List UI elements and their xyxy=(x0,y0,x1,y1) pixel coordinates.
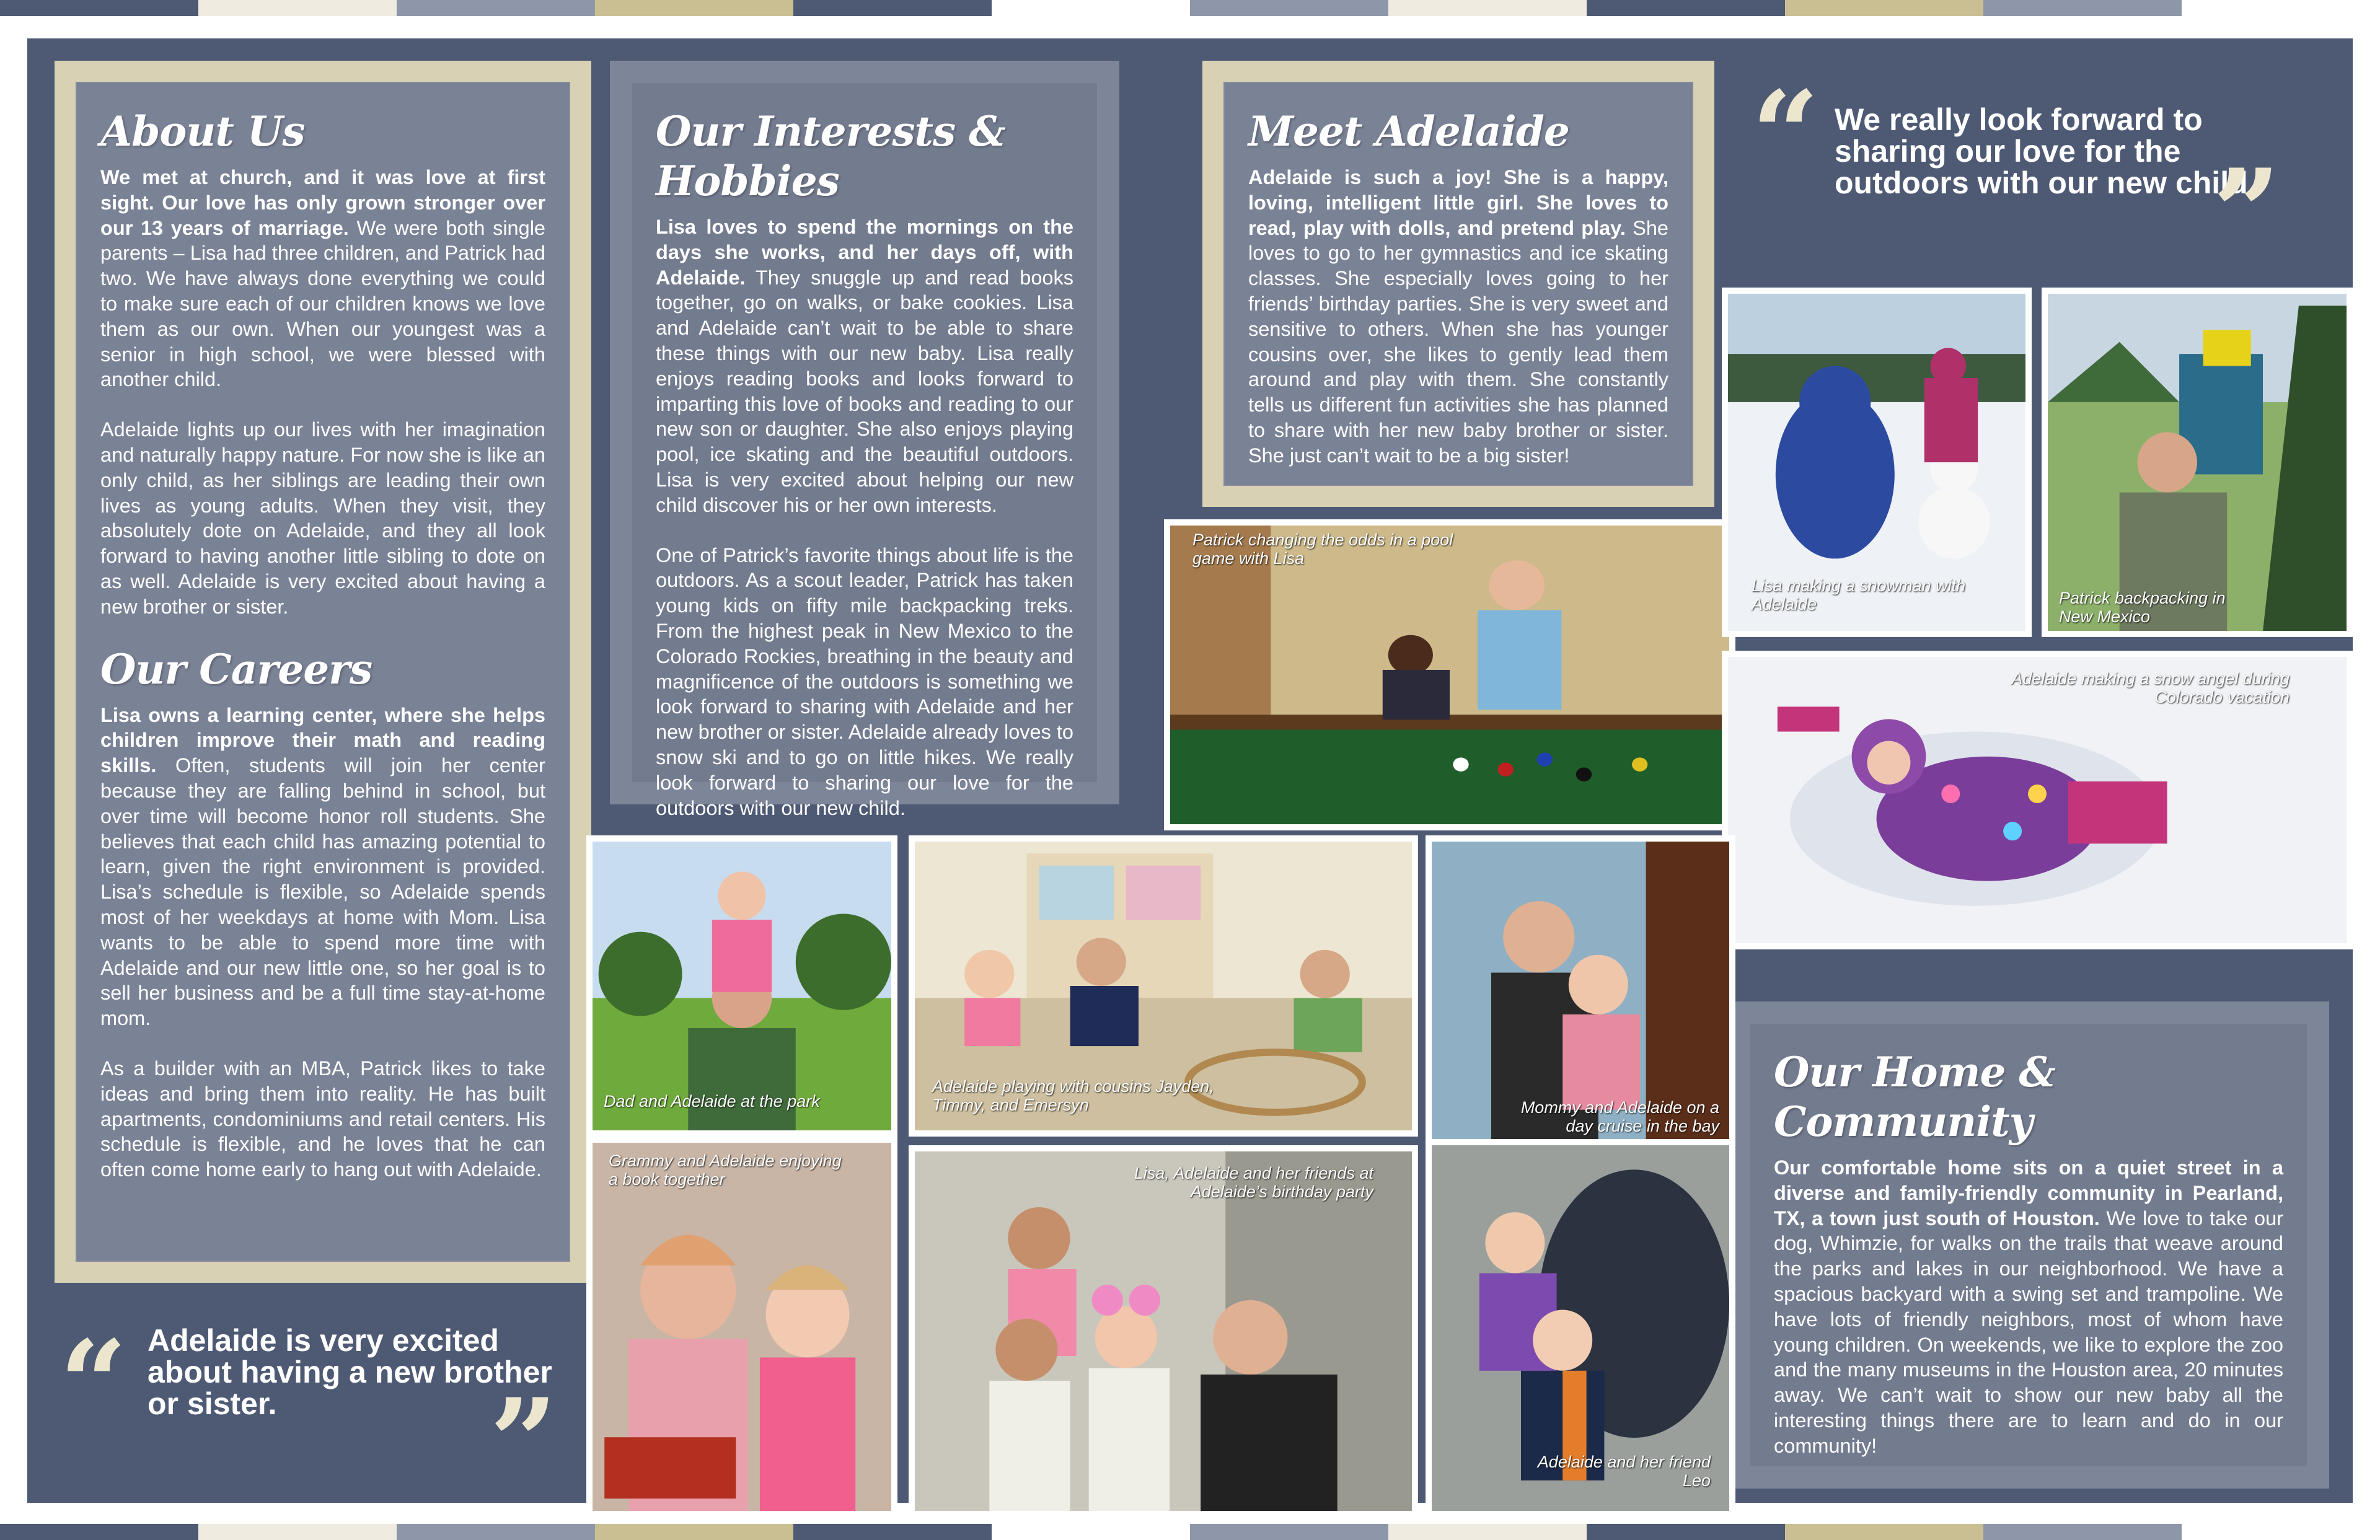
photo-park xyxy=(586,835,897,1137)
meet-adelaide-body: She loves to go to her gymnastics and ice skating classes. She especially loves going to her friends’ birthday parties. She is very sweet and sensitive to others. When she has younger cousins over, she likes to gently lead them around and play with them. She constantly tells us different fun activities she has planned to share with her new baby brother or sister. She just can’t wait to be a big sister! xyxy=(1248,216,1668,467)
stripe-segment xyxy=(1983,0,2182,16)
meet-adelaide-paragraph xyxy=(1248,165,1668,469)
stripe-segment xyxy=(397,1524,595,1540)
stripe-segment xyxy=(397,0,595,16)
careers-title: Our Careers xyxy=(100,645,372,693)
caption-snow-angel: Adelaide making a snow angel during Colorado vacation xyxy=(2011,669,2290,706)
interests-body: They snuggle up and read books together, go on walks, or bake cookies. Lisa and Adelaide can’t wait to be able to share these things with our new baby. Lisa really enjoys reading books and looks forward to imparting this love of books and reading to our new son or daughter. She also enjoys playing pool, ice skating and the beautiful outdoors. Lisa is very excited about helping our new child discover his or her own interests. xyxy=(656,266,1073,516)
quote-top-close-mark: ” xyxy=(2213,143,2281,281)
stripe-segment xyxy=(595,1524,793,1540)
meet-adelaide-title: Meet Adelaide xyxy=(1248,107,1569,156)
about-us-title: About Us xyxy=(100,107,305,156)
stripe-segment xyxy=(2182,1524,2380,1540)
careers-paragraph-1 xyxy=(100,703,545,1031)
home-community-panel xyxy=(1749,1023,2308,1467)
meet-adelaide-lead: Adelaide is such a joy! She is a happy, loving, intelligent little girl. She loves to read, play with dolls, and pretend play. xyxy=(1248,166,1668,239)
stripe-segment xyxy=(2182,0,2380,16)
about-us-paragraph-1 xyxy=(100,165,545,392)
home-community-body: We love to take our dog, Whimzie, for walks on the trails that weave around the parks and lakes in our neighborhood. We have a spacious backyard with a swing set and trampoline. We have lots of friendly neighbors, most of whom have young children. On weekends, we like to explore the zoo and the many museums in the Houston area, 20 minutes away. We can’t wait to show our new baby all the interesting things there are to learn and do in our community! xyxy=(1774,1207,2283,1457)
home-community-paragraph xyxy=(1774,1155,2283,1459)
photo-backpacking xyxy=(2042,288,2353,637)
photo-grammy xyxy=(586,1137,897,1517)
stripe-segment xyxy=(992,1524,1190,1540)
stripe-segment xyxy=(0,1524,198,1540)
meet-adelaide-panel xyxy=(1223,82,1693,486)
about-us-lead: We met at church, and it was love at first sight. Our love has only grown stronger over our 13 years of marriage. xyxy=(100,166,545,239)
stripe-segment xyxy=(1587,1524,1785,1540)
quote-bottom-close-mark: ” xyxy=(490,1373,558,1511)
interests-title: Our Interests & Hobbies xyxy=(656,107,1005,205)
stripe-segment xyxy=(595,0,793,16)
photo-cousins xyxy=(909,835,1418,1137)
stripe-segment xyxy=(1190,0,1388,16)
photo-birthday-party xyxy=(909,1145,1418,1517)
caption-grammy: Grammy and Adelaide enjoying a book together xyxy=(609,1151,842,1189)
photo-cruise xyxy=(1426,835,1735,1158)
about-us-paragraph-2: Adelaide lights up our lives with her imagination and naturally happy nature. For now she is like an only child, as her siblings are leading their own lives as young adults. When they visit, they absolutely dote on Adelaide, and they all look forward to having another little sibling to dote on as well. Adelaide is very excited about having a new brother or sister. xyxy=(100,418,545,618)
about-careers-panel xyxy=(76,82,570,1262)
bottom-decorative-stripe xyxy=(0,1524,2380,1540)
stripe-segment xyxy=(0,0,198,16)
stripe-segment xyxy=(1587,0,1785,16)
about-us-body: We were both single parents – Lisa had three children, and Patrick had two. We have always done everything we could to make sure each of our children knows we love them as our own. When our youngest was a senior in high school, we were blessed with another child. xyxy=(100,216,545,391)
stripe-segment xyxy=(1388,1524,1587,1540)
careers-body: Often, students will join her center because they are falling behind in school, but over time will become honor roll students. She believes that each child has amazing potential to learn, given the right environment is provided. Lisa’s schedule is flexible, so Adelaide spends most of her weekdays at home with Mom. Lisa wants to be able to spend more time with Adelaide and our new little one, so her goal is to sell her business and be a full time stay-at-home mom. xyxy=(100,754,545,1030)
about-careers-frame xyxy=(55,61,591,1283)
brochure-spread xyxy=(27,38,2353,1511)
photo-pool-game xyxy=(1164,519,1735,830)
quote-bottom-open-mark: “ xyxy=(60,1314,128,1453)
stripe-segment xyxy=(1785,0,1983,16)
stripe-segment xyxy=(198,0,397,16)
home-community-title: Our Home & Community xyxy=(1774,1048,2055,1146)
interests-frame xyxy=(610,61,1119,819)
interests-lead: Lisa loves to spend the mornings on the days she works, and her days off, with Adelaide. xyxy=(656,216,1073,289)
caption-backpacking: Patrick backpacking in New Mexico xyxy=(2059,589,2226,626)
caption-park: Dad and Adelaide at the park xyxy=(604,1092,820,1111)
stripe-segment xyxy=(1983,1524,2182,1540)
stripe-segment xyxy=(1190,1524,1388,1540)
caption-leo: Adelaide and her friend Leo xyxy=(1537,1453,1711,1490)
photo-snow-angel xyxy=(1722,651,2353,949)
quote-bottom: Adelaide is very excited about having a new brother or sister. xyxy=(148,1323,552,1421)
photo-snowman xyxy=(1722,288,2032,637)
quote-top-open-mark: “ xyxy=(1752,65,1820,203)
caption-pool: Patrick changing the odds in a pool game with Lisa xyxy=(1192,530,1453,568)
careers-paragraph-2: As a builder with an MBA, Patrick likes to take ideas and bring them into reality. He has built apartments, condominiums and retail centers. His schedule is flexible, and he loves that he can often come home early to hang out with Adelaide. xyxy=(100,1057,545,1181)
interests-panel xyxy=(631,82,1098,819)
quote-top: We really look forward to sharing our love for the outdoors with our new child. xyxy=(1835,102,2257,200)
careers-lead: Lisa owns a learning center, where she helps children improve their math and reading skills. xyxy=(100,703,545,777)
stripe-segment xyxy=(793,0,992,16)
caption-cousins: Adelaide playing with cousins Jayden, Timmy, and Emersyn xyxy=(932,1077,1214,1114)
stripe-segment xyxy=(992,0,1190,16)
interests-paragraph-2: One of Patrick’s favorite things about life is the outdoors. As a scout leader, Patrick has taken young kids on fifty mile backpacking treks. From the highest peak in New Mexico to the Colorado Rockies, breathing in the beauty and magnificence of the outdoors is something we look forward to sharing with Adelaide and her new brother or sister. Adelaide already loves to snow ski and to go on little hikes. We really look forward to sharing our love for the outdoors with our new child. xyxy=(656,543,1073,819)
caption-birthday-party: Lisa, Adelaide and her friends at Adelaide’s birthday party xyxy=(1134,1164,1373,1201)
stripe-segment xyxy=(1388,0,1587,16)
photo-leo xyxy=(1426,1139,1735,1517)
meet-adelaide-frame xyxy=(1202,61,1714,507)
top-decorative-stripe xyxy=(0,0,2380,16)
interests-paragraph-1 xyxy=(656,214,1073,518)
caption-snowman: Lisa making a snowman with Adelaide xyxy=(1752,576,1966,614)
stripe-segment xyxy=(793,1524,992,1540)
home-community-lead: Our comfortable home sits on a quiet street in a diverse and family-friendly community in Pearland, TX, a town just south of Houston. xyxy=(1774,1156,2283,1230)
caption-cruise: Mommy and Adelaide on a day cruise in the bay xyxy=(1520,1098,1719,1135)
stripe-segment xyxy=(1785,1524,1983,1540)
stripe-segment xyxy=(198,1524,397,1540)
home-community-frame xyxy=(1728,1001,2329,1489)
